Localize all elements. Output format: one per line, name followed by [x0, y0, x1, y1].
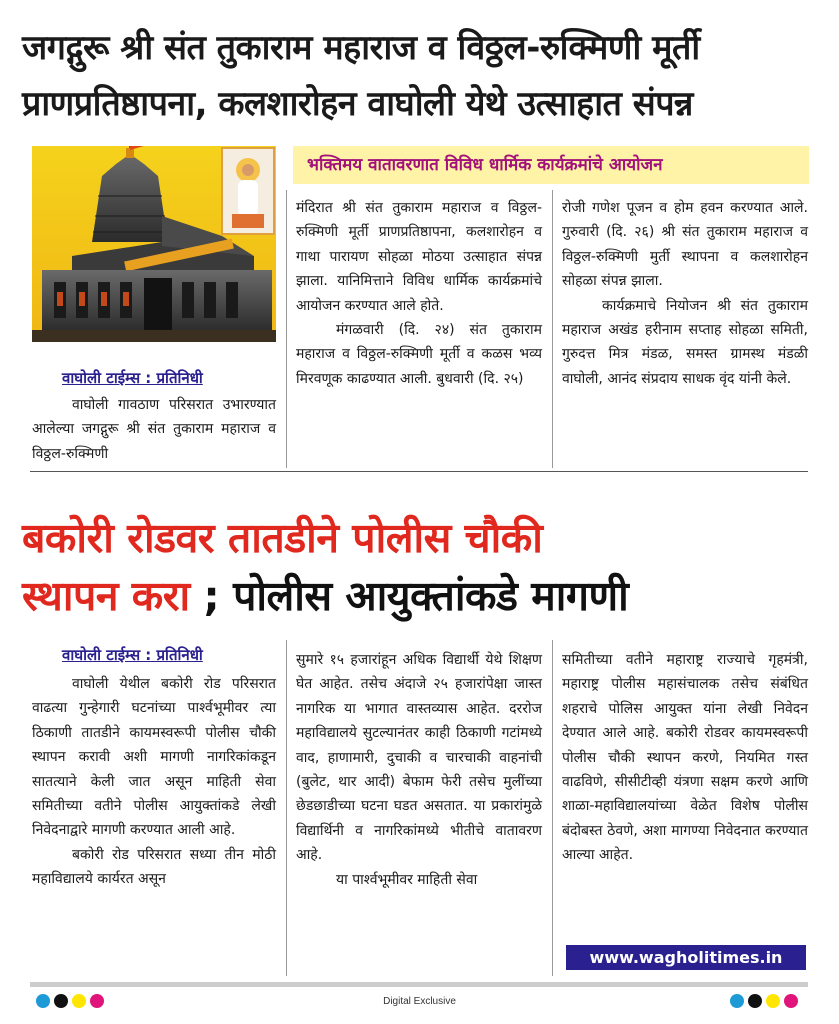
cyan-dot-icon [730, 994, 744, 1008]
article2-col1-para-2: बकोरी रोड परिसरात सध्या तीन मोठी महाविद्यालये कार्यरत असून [32, 846, 276, 888]
article2-headline-black-part: ; पोलीस आयुक्तांकडे मागणी [189, 572, 629, 620]
article1-subheadline: भक्तिमय वातावरणात विविध धार्मिक कार्यक्रमांचे आयोजन [293, 146, 809, 184]
article2-byline: वाघोली टाईम्स : प्रतिनिधी [62, 646, 203, 664]
article2-col2-para-2: या पार्श्वभूमीवर माहिती सेवा [336, 871, 478, 888]
article-separator [30, 471, 808, 472]
article1-column-3 [562, 196, 808, 391]
article2-headline-line2 [22, 569, 822, 623]
footer-label: Digital Exclusive [383, 996, 456, 1007]
magenta-dot-icon [784, 994, 798, 1008]
article1-column-1 [32, 393, 276, 466]
article2-column-3 [562, 648, 808, 868]
article2-col3-para-1: समितीच्या वतीने महाराष्ट्र राज्याचे गृहमंत्री, महाराष्ट्र पोलीस महासंचालक तसेच संबंधित शहराचे पोलिस आयुक्त यांना लेखी निवेदन देण्यात आले आहे. बकोरी रोडवर कायमस्वरूपी पोलीस चौकी स्थापन करणे, नियमित गस्त वाढविणे, सीसीटीव्ही यंत्रणा सक्षम करणे आणि शाळा-महाविद्यालयांच्या वेळेत विशेष पोलीस बंदोबस्त ठेवणे, अशा मागण्या निवेदनात करण्यात आल्या आहेत. [562, 652, 808, 864]
yellow-dot-icon [766, 994, 780, 1008]
website-link[interactable]: www.wagholitimes.in [566, 945, 806, 970]
article1-headline-line2: प्राणप्रतिष्ठापना, कलशारोहन वाघोली येथे उत्साहात संपन्न [22, 84, 693, 124]
black-dot-icon [748, 994, 762, 1008]
article1-col2-para-1: मंदिरात श्री संत तुकाराम महाराज व विठ्ठल-रुक्मिणी मूर्ती प्राणप्रतिष्ठापना, कलशारोहन व गाथा पारायण सोहळा मोठया उत्साहात संपन्न झाला. यानिमित्ताने विविध धार्मिक कार्यक्रमांचे आयोजन करण्यात आले होते. [296, 200, 542, 314]
article2-headline-red-part: स्थापन करा [22, 572, 190, 620]
article1-column-2 [296, 196, 542, 391]
column-divider [552, 190, 553, 468]
article2-column-1 [32, 672, 276, 892]
article1-col2-para-2: मंगळवारी (दि. २४) संत तुकाराम महाराज व विठ्ठल-रुक्मिणी मूर्ती व कळस भव्य मिरवणूक काढण्यात आली. बुधवारी (दि. २५) [296, 322, 542, 387]
article2-col2-para-1: सुमारे १५ हजारांहून अधिक विद्यार्थी येथे शिक्षण घेत आहेत. तसेच अंदाजे २५ हजारांपेक्षा जास्त नागरिक या भागात वास्तव्यास आहेत. दररोज महाविद्यालये सुटल्यानंतर काही ठिकाणी गटांमध्ये वाद, हाणामारी, दुचाकी व चारचाकी वाहनांची (बुलेट, थार आदी) बेफाम फेरी तसेच मुलींच्या छेडछाडीच्या घटना घडत असतात. या प्रकारांमुळे विद्यार्थिनी व नागरिकांमध्ये भीतीचे वातावरण आहे. [296, 652, 542, 864]
article1-col3-para-2: कार्यक्रमाचे नियोजन श्री संत तुकाराम महाराज अखंड हरीनाम सप्ताह सोहळा समिती, गुरुदत्त मित्र मंडळ, समस्त ग्रामस्थ मंडळी वाघोली, आनंद संप्रदाय साधक वृंद यांनी केले. [562, 297, 808, 387]
article1-col3-para-1: रोजी गणेश पूजन व होम हवन करण्यात आले. गुरुवारी (दि. २६) श्री संत तुकाराम महाराज व विठ्ठल-रुक्मिणी मुर्ती स्थापना व कलशारोहन सोहळा संपन्न झाला. [562, 200, 808, 290]
article1-headline-line1: जगद्गुरू श्री संत तुकाराम महाराज व विठ्ठल-रुक्मिणी मूर्ती [22, 28, 700, 68]
cmyk-registration-right [730, 994, 798, 1008]
article2-col1-para-1: वाघोली येथील बकोरी रोड परिसरात वाढत्या गुन्हेगारी घटनांच्या पार्श्वभूमीवर त्या ठिकाणी तातडीने कायमस्वरूपी पोलीस चौकी स्थापन करावी अशी मागणी नागरिकांकडून सातत्याने केली जात असून माहिती सेवा समितीच्या वतीने पोलीस आयुक्तांकडे लेखी निवेदनाद्वारे मागणी करण्यात आली आहे. [32, 676, 276, 839]
footer-bar [30, 982, 808, 987]
article2-column-2 [296, 648, 542, 892]
article1-byline: वाघोली टाईम्स : प्रतिनिधी [62, 369, 203, 387]
article1-col1-para-1: वाघोली गावठाण परिसरात उभारण्यात आलेल्या जगद्गुरू श्री संत तुकाराम महाराज व विठ्ठल-रुक्मिणी [32, 397, 276, 462]
column-divider [552, 640, 553, 976]
column-divider [286, 190, 287, 468]
column-divider [286, 640, 287, 976]
article2-headline-line1: बकोरी रोडवर तातडीने पोलीस चौकी [22, 514, 543, 562]
temple-photo [32, 146, 276, 342]
